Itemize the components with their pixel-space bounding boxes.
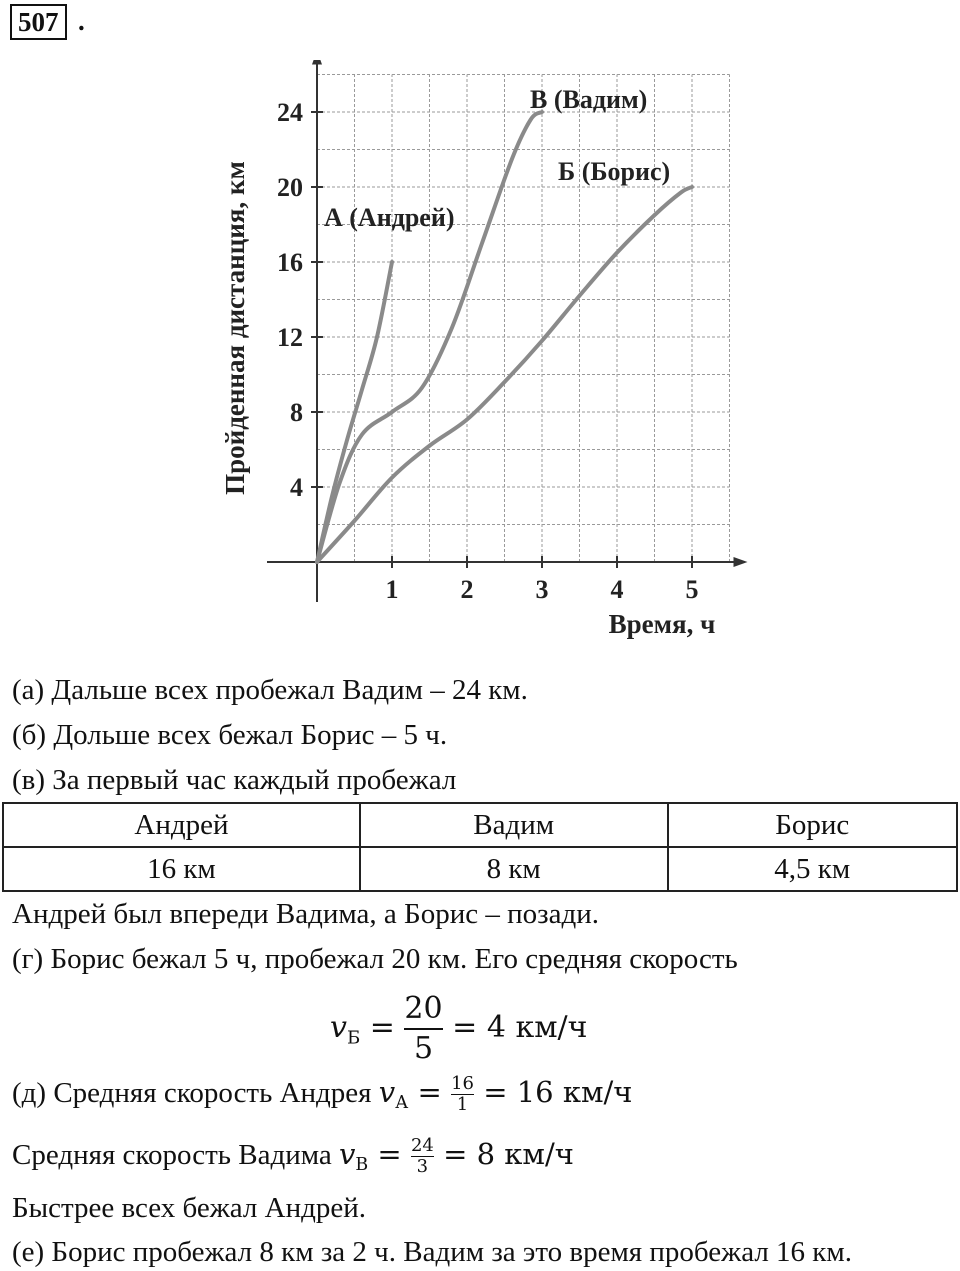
chart-axes — [267, 60, 748, 602]
table-cell: Борис — [668, 803, 957, 847]
chart-grid — [317, 75, 730, 563]
series-label-vadim: В (Вадим) — [530, 85, 648, 114]
table-cell: Андрей — [3, 803, 360, 847]
answer-d-line — [12, 1066, 632, 1129]
fraction-numerator: 24 — [410, 1134, 434, 1156]
distance-time-chart — [200, 60, 760, 650]
x-tick-label: 3 — [535, 575, 549, 604]
table-header-row — [3, 803, 957, 847]
x-tick-label: 2 — [460, 575, 474, 604]
formula-eq: = — [377, 1137, 402, 1171]
formula-result: = 4 км/ч — [452, 1010, 588, 1045]
fraction — [451, 1074, 474, 1115]
answer-a: (а) Дальше всех пробежал Вадим – 24 км. — [12, 674, 528, 706]
formula-andrey — [378, 1072, 633, 1115]
y-tick-label: 4 — [290, 473, 303, 502]
y-tick-label: 16 — [277, 248, 303, 277]
fraction-denominator: 3 — [411, 1156, 434, 1177]
x-axis-label: Время, ч — [608, 609, 716, 639]
problem-number: 507 — [10, 4, 67, 40]
fraction-denominator: 1 — [451, 1094, 474, 1115]
formula-eq: = — [369, 1010, 395, 1045]
table-cell: 4,5 км — [668, 847, 957, 891]
answer-b: (б) Дольше всех бежал Борис – 5 ч. — [12, 719, 448, 751]
formula-result: = 16 км/ч — [483, 1075, 633, 1109]
answer-fastest: Быстрее всех бежал Андрей. — [12, 1192, 367, 1224]
y-tick-label: 12 — [277, 323, 303, 352]
y-tick-label: 24 — [277, 98, 303, 127]
fraction-denominator: 5 — [404, 1028, 442, 1068]
fraction — [411, 1136, 434, 1177]
answer-v-note: Андрей был впереди Вадима, а Борис – позади. — [12, 898, 599, 930]
y-tick-label: 8 — [290, 398, 303, 427]
first-hour-table — [2, 802, 958, 892]
x-axis-arrow — [734, 557, 748, 567]
table-cell: Вадим — [360, 803, 668, 847]
y-tick-label: 20 — [277, 173, 303, 202]
y-axis-arrow — [312, 60, 322, 65]
formula-vadim — [339, 1134, 574, 1177]
series-label-andrey: А (Андрей) — [324, 203, 455, 232]
x-tick-label: 4 — [610, 575, 624, 604]
table-row — [3, 847, 957, 891]
y-axis-label: Пройденная дистанция, км — [220, 161, 250, 495]
formula-sub: А — [395, 1093, 409, 1114]
problem-number-dot: . — [78, 6, 85, 36]
answer-e: (е) Борис пробежал 8 км за 2 ч. Вадим за это время пробежал 16 км. — [12, 1236, 852, 1268]
answer-g: (г) Борис бежал 5 ч, пробежал 20 км. Его средняя скорость — [12, 943, 738, 975]
table-cell: 8 км — [360, 847, 668, 891]
x-tick-label: 1 — [385, 575, 399, 604]
formula-eq: = — [417, 1075, 442, 1109]
formula-sub: В — [355, 1155, 369, 1176]
formula-var: v — [339, 1137, 356, 1171]
series-label-boris: Б (Борис) — [558, 157, 671, 186]
answer-vadim-line — [12, 1128, 574, 1191]
answer-vadim: Средняя скорость Вадима — [12, 1139, 332, 1171]
formula-var: v — [378, 1075, 396, 1109]
x-tick-label: 5 — [685, 575, 699, 604]
answer-d: (д) Средняя скорость Андрея — [12, 1077, 372, 1109]
formula-var: v — [330, 1010, 347, 1045]
fraction-numerator: 16 — [451, 1072, 474, 1094]
table-cell: 16 км — [3, 847, 360, 891]
answer-v: (в) За первый час каждый пробежал — [12, 764, 457, 796]
fraction — [404, 990, 442, 1068]
formula-sub: Б — [346, 1027, 361, 1049]
fraction-numerator: 20 — [404, 991, 443, 1026]
formula-result: = 8 км/ч — [443, 1137, 574, 1171]
